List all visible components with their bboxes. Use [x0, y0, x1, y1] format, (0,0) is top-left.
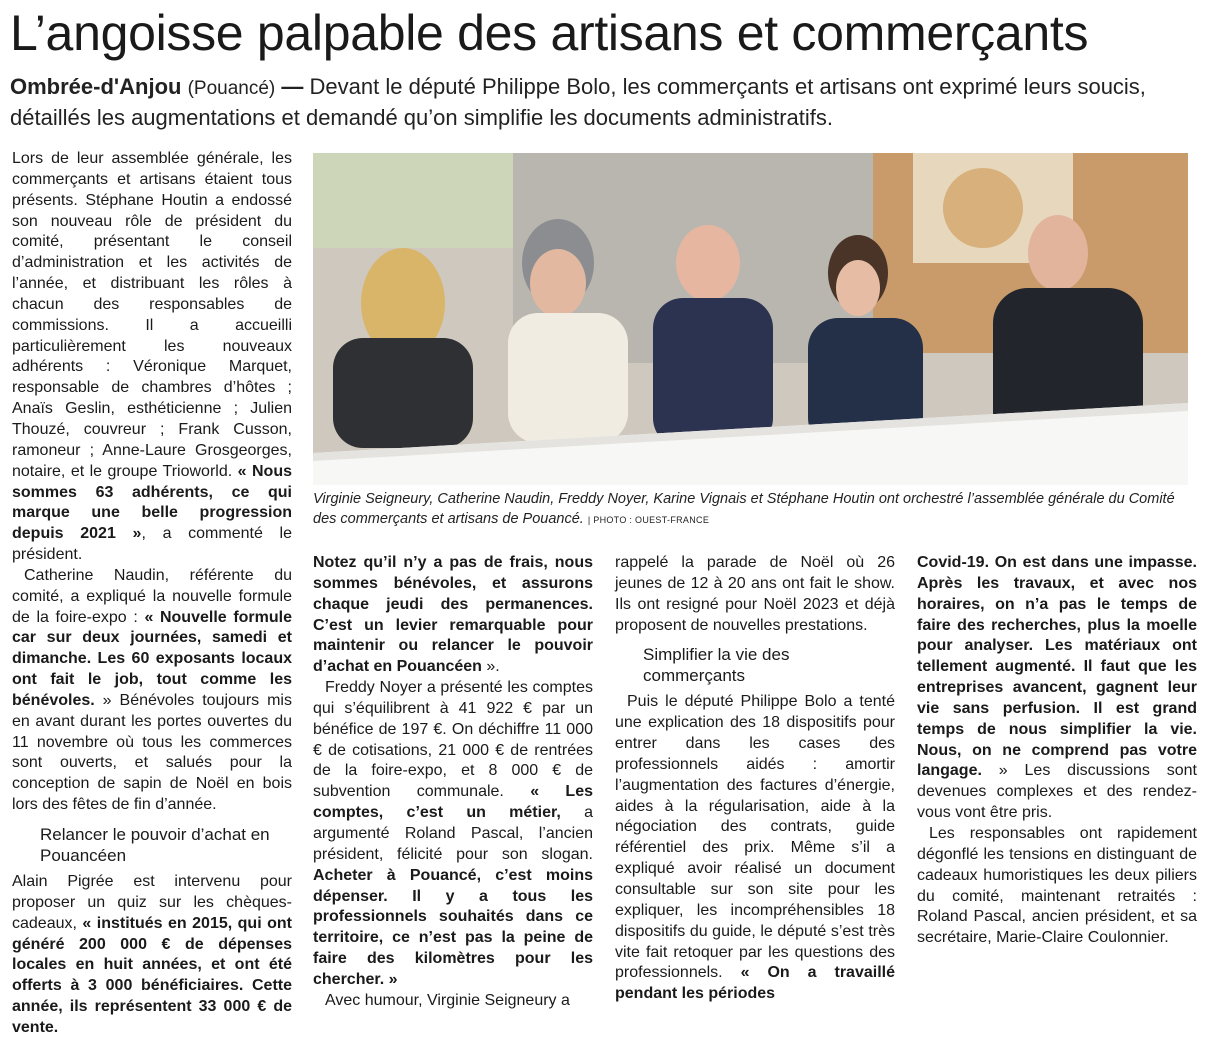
paragraph: Les responsables ont rapidement dégonflé les tensions en distinguant de cadeaux humoristiques les deux piliers du comité, maintenant retraités : Roland Pascal, ancien président, et sa secrétaire, Marie-Claire Coulonnier. [917, 824, 1197, 947]
quote: « Les comptes, c’est un métier, [313, 783, 593, 822]
paragraph: rappelé la parade de Noël où 26 jeunes de 12 à 20 ans ont fait le show. Ils ont resigné pour Noël 2023 et déjà proposent de nouvelles prestations. [615, 554, 895, 634]
paragraph: Notez qu’il n’y a pas de frais, nous sommes bénévoles, et assurons chaque jeudi des permanences. C’est un levier remarquable pour maintenir ou relancer le pouvoir d’achat en Pouancéen ». [313, 554, 593, 676]
standfirst-dash: — [281, 74, 304, 99]
paragraph: Lors de leur assemblée générale, les commerçants et artisans étaient tous présents. Stéphane Houtin a endossé son nouveau rôle de président du comité, présentant le conseil d’administration et les activités de l’année, et distribuant les rôles à chacun des responsables de commissions. Il a accueilli particulièrement les nouveaux adhérents : Véronique Marquet, responsable de chambres d’hôtes ; Anaïs Geslin, esthéticienne ; Julien Thouzé, couvreur ; Frank Cusson, ramoneur ; Anne-Laure Grosgeorges, notaire, et le groupe Trioworld. « Nous sommes 63 adhérents, ce qui marque une belle progression depuis 2021 », a commenté le président. [12, 150, 292, 564]
quote: « Nous sommes 63 adhérents, ce qui marque une belle progression depuis 2021 » [12, 462, 292, 543]
paragraph: Alain Pigrée est intervenu pour proposer un quiz sur les chèques-cadeaux, « institués en 2015, qui ont généré 200 000 € de dépenses locales en huit années, et ont été offerts à 3 000 bénéficiaires. Cette année, ils représentent 33 000 € de vente. [12, 873, 292, 1036]
quote: Acheter à Pouancé, c’est moins dépenser. Il y a tous les professionnels souhaités dans ce territoire, ce n’est pas la peine de faire des kilomètres pour les chercher. » [313, 866, 593, 988]
paragraph: Catherine Naudin, référente du comité, a expliqué la nouvelle formule de la foire-expo : « Nouvelle formule car sur deux journées, samedi et dimanche. Les 60 exposants locaux ont fait le job, tout comme les bénévoles. » Bénévoles toujours mis en avant durant les portes ouvertes du 11 novembre où tous les commerces sont ouverts, et salués pour la conception de sapin de Noël en bois lors des fêtes de fin d’année. [12, 566, 292, 814]
standfirst-location: Ombrée-d'Anjou [10, 74, 182, 99]
quote: Covid-19. On est dans une impasse. Après les travaux, et avec nos horaires, on n’a pas le temps de faire des recherches, plus la moelle pour analyser. Les matériaux ont tellement augmenté. Il faut que les entreprises avancent, gagnent leur vie sans perfusion. Il est grand temps de nous simplifier la vie. Nous, on ne comprend pas votre langage. [917, 554, 1197, 780]
subhead-relancer: Relancer le pouvoir d’achat en Pouancéen [40, 825, 270, 865]
photo-caption: Virginie Seigneury, Catherine Naudin, Freddy Noyer, Karine Vignais et Stéphane Houtin ont orchestré l’assemblée générale du Comité des commerçants et artisans de Pouancé. | PHOTO : OUEST-FRANCE [313, 491, 1175, 527]
quote: « institués en 2015, qui ont généré 200 000 € de dépenses locales en huit années, et ont été offerts à 3 000 bénéficiaires. Cette année, ils représentent 33 000 € de vente. [12, 914, 292, 1036]
paragraph: Covid-19. On est dans une impasse. Après les travaux, et avec nos horaires, on n’a pas le temps de faire des recherches, plus la moelle pour analyser. Les matériaux ont tellement augmenté. Il faut que les entreprises avancent, gagnent leur vie sans perfusion. Il est grand temps de nous simplifier la vie. Nous, on ne comprend pas votre langage. » Les discussions sont devenues complexes et des rendez-vous vont être pris. [917, 554, 1197, 822]
subhead-simplifier: Simplifier la vie des commerçants [643, 645, 790, 686]
quote: « Nouvelle formule car sur deux journées, samedi et dimanche. Les 60 exposants locaux ont fait le job, tout comme les bénévoles. [12, 608, 292, 709]
standfirst-sublocation: (Pouancé) [187, 78, 276, 99]
photo-illustration [313, 153, 1188, 485]
column-1 [12, 149, 292, 1039]
headline: L’angoisse palpable des artisans et commerçants [10, 5, 1089, 61]
paragraph: Avec humour, Virginie Seigneury a [325, 991, 570, 1009]
quote: Notez qu’il n’y a pas de frais, nous sommes bénévoles, et assurons chaque jeudi des permanences. C’est un levier remarquable pour maintenir ou relancer le pouvoir d’achat en Pouancéen [313, 554, 593, 676]
paragraph: Freddy Noyer a présenté les comptes qui s’équilibrent à 41 922 € par un bénéfice de 197 €. On déchiffre 11 000 € de cotisations, 21 000 € de rentrées de la foire-expo, et 8 000 € de subvention communale. « Les comptes, c’est un métier, a argumenté Roland Pascal, l’ancien président, félicité pour son slogan. Acheter à Pouancé, c’est moins dépenser. Il y a tous les professionnels souhaités dans ce territoire, ce n’est pas la peine de faire des kilomètres pour les chercher. » [313, 679, 593, 988]
standfirst [10, 72, 1205, 132]
paragraph: Puis le député Philippe Bolo a tenté une explication des 18 dispositifs pour entrer dans les cases des professionnels aidés : amortir l’augmentation des factures d’énergie, aides à la régularisation, aide à la négociation des contrats, guide référentiel des prix. Même s’il a expliqué avoir réalisé un document consultable sur son site pour les expliquer, les incompréhensibles 18 dispositifs du guide, le député s’est très vite fait retoquer par les questions des professionnels. « On a travaillé pendant les périodes [615, 693, 895, 1003]
standfirst-text: Devant le député Philippe Bolo, les commerçants et artisans ont exprimé leurs soucis, détaillés les augmentations et demandé qu’on simplifie les documents administratifs. [10, 74, 1146, 130]
article-photo [313, 153, 1188, 485]
column-4 [917, 553, 1197, 949]
column-3 [615, 553, 895, 1005]
column-2 [313, 553, 593, 1012]
quote: « On a travaillé pendant les périodes [615, 964, 895, 1003]
photo-credit: | PHOTO : OUEST-FRANCE [587, 515, 710, 525]
